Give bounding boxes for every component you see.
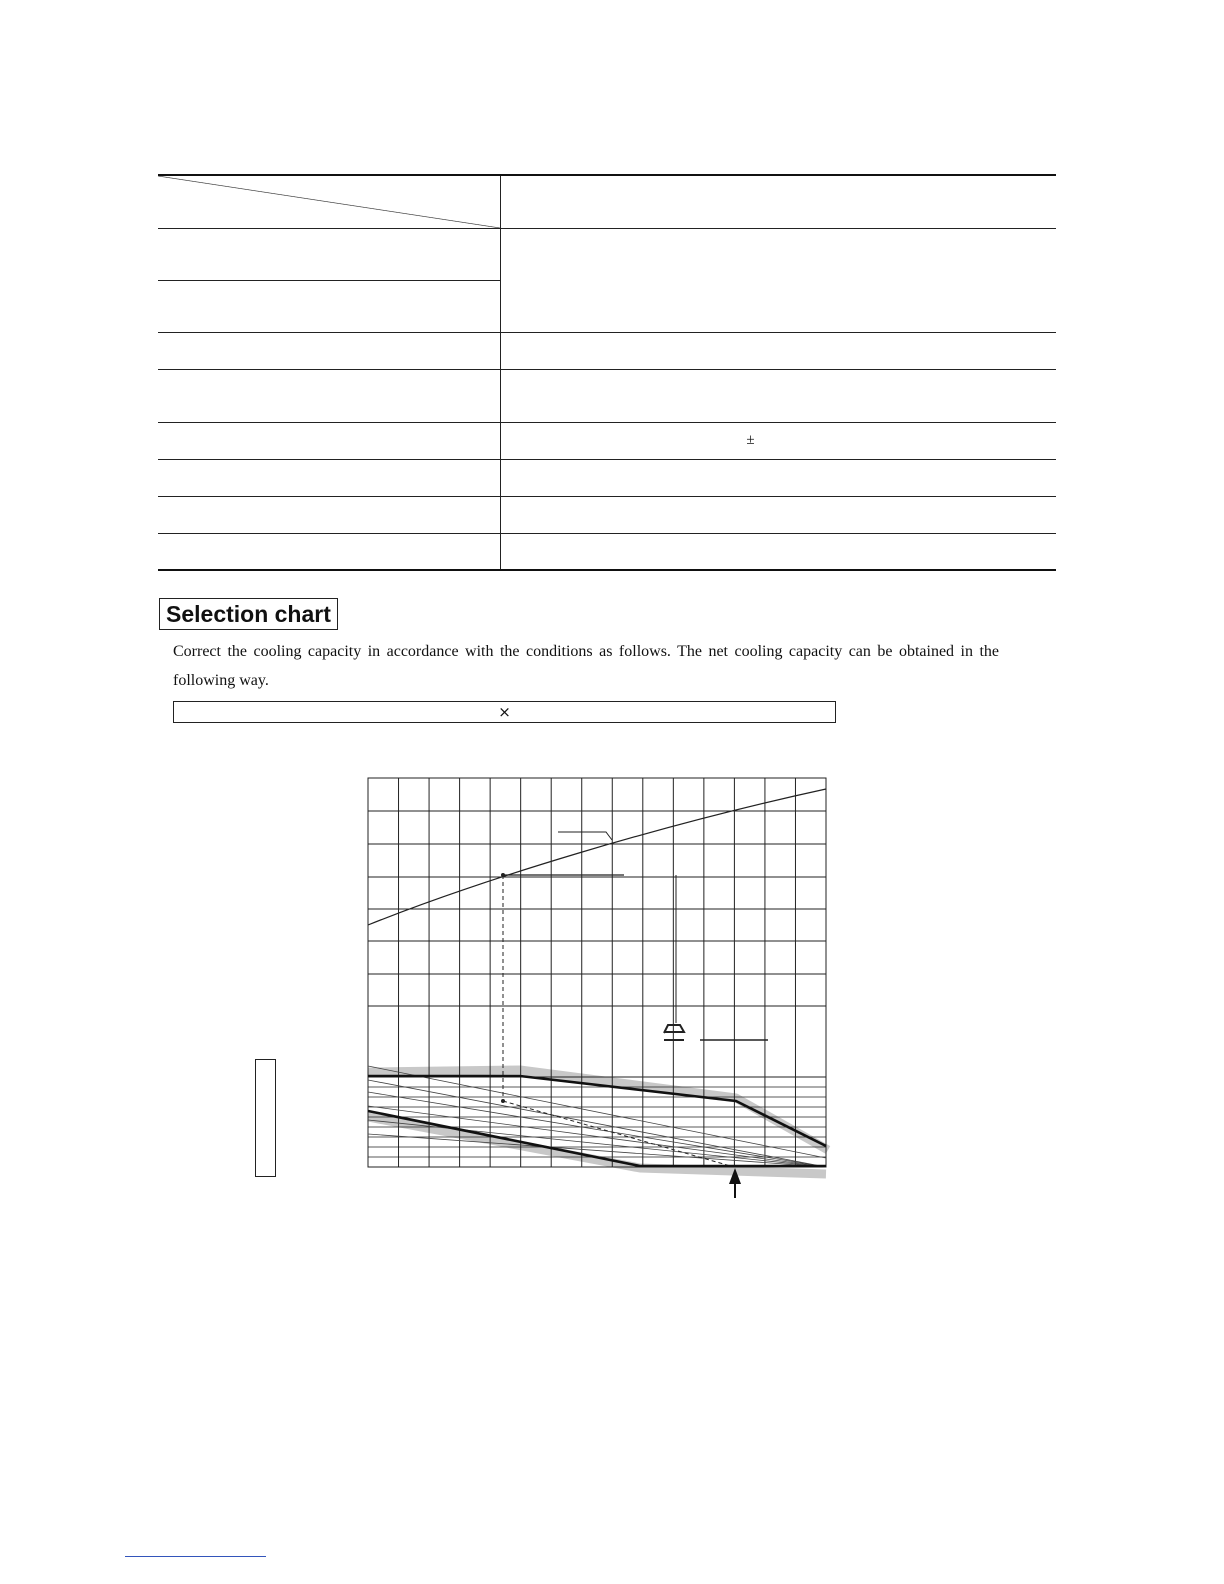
row-value	[501, 422, 1057, 459]
row-label	[158, 369, 501, 422]
upper-boundary-band	[368, 1070, 828, 1150]
capacity-curve	[368, 789, 826, 925]
header-diagonal-cell	[158, 175, 501, 228]
row-value	[501, 332, 1057, 369]
diagonal-guide-line	[368, 1080, 826, 1167]
row-label	[158, 422, 501, 459]
table-row	[158, 459, 1056, 496]
header-value-cell	[501, 175, 1057, 228]
formula-box	[173, 701, 836, 723]
selection-chart-graph	[360, 770, 840, 1210]
plus-minus-symbol: ±	[746, 432, 755, 448]
table-row	[158, 533, 1056, 570]
footer-link-underline	[125, 1556, 266, 1557]
table-row	[158, 332, 1056, 369]
switch-symbol-icon	[664, 1025, 684, 1040]
table-header-row	[158, 175, 1056, 228]
selection-chart-intro: Correct the cooling capacity in accordance with the conditions as follows. The net cooling capacity can be obtained in the following way.	[173, 643, 999, 689]
side-label-box	[255, 1059, 276, 1177]
table-row	[158, 422, 1056, 459]
multiply-symbol: ×	[498, 703, 511, 721]
row-value-merged	[501, 228, 1057, 332]
row-value	[501, 369, 1057, 422]
upper-boundary-line	[368, 1076, 826, 1146]
row-label	[158, 332, 501, 369]
table-row	[158, 496, 1056, 533]
row-value	[501, 496, 1057, 533]
selection-chart-title: Selection chart	[159, 598, 338, 630]
row-label	[158, 228, 501, 280]
vertical-gridlines	[399, 778, 796, 1167]
specifications-table	[158, 174, 1056, 571]
row-label	[158, 533, 501, 570]
table-row	[158, 228, 1056, 280]
row-label	[158, 459, 501, 496]
row-value	[501, 459, 1057, 496]
row-value	[501, 533, 1057, 570]
curve-callout-leader	[558, 832, 612, 840]
row-label	[158, 280, 501, 332]
row-label	[158, 496, 501, 533]
table-row	[158, 369, 1056, 422]
